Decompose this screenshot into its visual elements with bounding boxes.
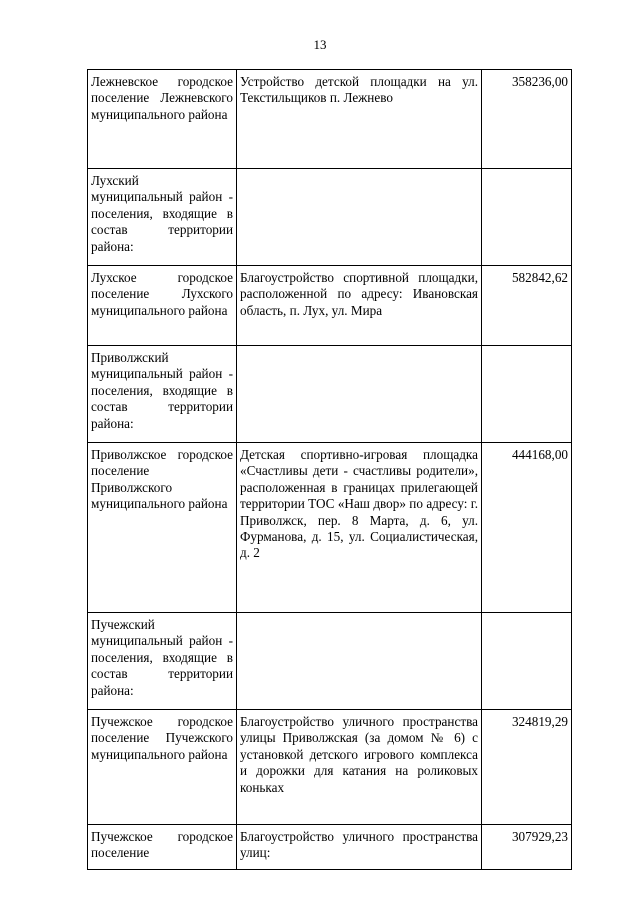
table-row (88, 266, 572, 346)
table-row (88, 613, 572, 710)
project-text: Благоустройство спортивной площадки, расположенной по адресу: Ивановская область, п. Лух, ул. Мира (240, 270, 478, 318)
amount-cell (482, 70, 572, 169)
recipient-text: Пучежский муниципальный район - поселения, входящие в состав территории района: (91, 617, 233, 698)
amount-cell (482, 825, 572, 870)
recipient-cell (88, 825, 237, 870)
amount-cell (482, 443, 572, 613)
page-number: 13 (313, 37, 327, 52)
project-text: Устройство детской площадки на ул. Текстильщиков п. Лежнево (240, 74, 478, 106)
project-cell (237, 169, 482, 266)
recipient-cell (88, 710, 237, 825)
table-row (88, 443, 572, 613)
project-cell (237, 613, 482, 710)
amount-text: 307929,23 (511, 829, 568, 844)
project-text: Детская спортивно-игровая площадка «Счастливы дети - счастливы родители», расположенная в границах прилегающей территории ТОС «Наш двор» по адресу: г. Приволжск, пер. 8 Марта, д. 6, ул. Фурманова, д. 15, ул. Социалистическая, д. 2 (240, 447, 478, 561)
project-text: Благоустройство уличного пространства улиц: (240, 829, 478, 861)
amount-cell (482, 266, 572, 346)
recipient-cell (88, 266, 237, 346)
recipient-cell (88, 613, 237, 710)
amount-cell (482, 710, 572, 825)
amount-text: 444168,00 (511, 447, 568, 462)
project-cell (237, 710, 482, 825)
recipient-text: Приволжское городское поселение Приволжского муниципального района (91, 447, 233, 512)
recipient-text: Лежневское городское поселение Лежневского муниципального района (91, 74, 233, 122)
amount-cell (482, 169, 572, 266)
project-cell (237, 443, 482, 613)
amount-text: 324819,29 (511, 714, 568, 729)
project-text: Благоустройство уличного пространства улицы Приволжская (за домом № 6) с установкой детского игрового комплекса и дорожки для катания на роликовых коньках (240, 714, 478, 795)
recipient-text: Пучежское городское поселение Пучежского муниципального района (91, 714, 233, 762)
table-row (88, 710, 572, 825)
recipient-cell (88, 169, 237, 266)
funding-table (87, 69, 572, 870)
amount-cell (482, 346, 572, 443)
table-row (88, 70, 572, 169)
recipient-cell (88, 443, 237, 613)
table-row (88, 825, 572, 870)
recipient-text: Лухский муниципальный район - поселения, входящие в состав территории района: (91, 173, 233, 254)
table-row (88, 346, 572, 443)
project-cell (237, 825, 482, 870)
recipient-text: Лухское городское поселение Лухского муниципального района (91, 270, 233, 318)
table-row (88, 169, 572, 266)
amount-text: 358236,00 (511, 74, 568, 89)
project-cell (237, 266, 482, 346)
amount-text: 582842,62 (511, 270, 568, 285)
amount-cell (482, 613, 572, 710)
recipient-text: Пучежское городское поселение (91, 829, 233, 861)
recipient-cell (88, 346, 237, 443)
recipient-text: Приволжский муниципальный район - поселения, входящие в состав территории района: (91, 350, 233, 431)
project-cell (237, 346, 482, 443)
recipient-cell (88, 70, 237, 169)
project-cell (237, 70, 482, 169)
